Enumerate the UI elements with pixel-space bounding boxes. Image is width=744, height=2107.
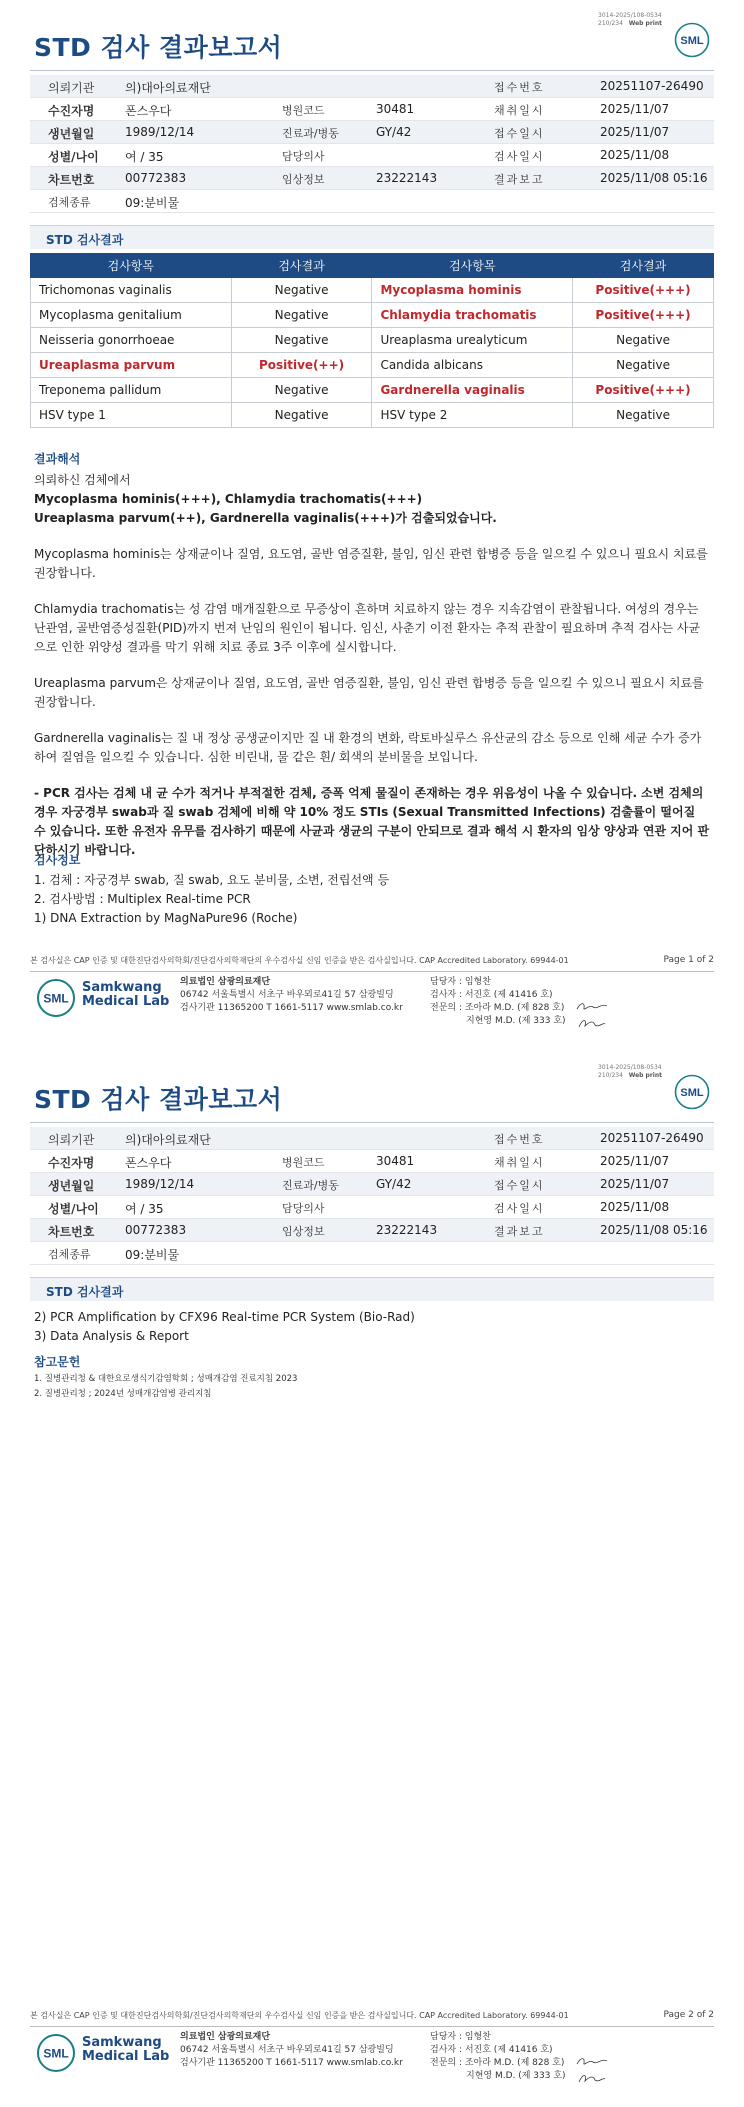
signature-icon (575, 2071, 609, 2085)
lab-footer (30, 972, 714, 1052)
signature-icon (575, 1016, 609, 1030)
table-row: Ureaplasma parvum Positive(++) Candida albicans Negative (31, 353, 714, 378)
sml-logo-icon (674, 22, 710, 58)
info-row: 의뢰기관 의)대아의료재단 접수번호 20251107-26490 (30, 1127, 714, 1150)
sml-logo-icon (36, 978, 76, 1018)
references-list (34, 1372, 297, 1402)
lab-staff: 담당자 : 임형찬 검사자 : 서진호 (제 41416 호) 전문의 : 조아라 M.D. (제 828 호) 지현영 M.D. (제 333 호) (430, 977, 566, 1026)
info-row: 차트번호 00772383 임상정보 23222143 결과보고 2025/11/08 05:16 (30, 167, 714, 190)
info-row: 생년월일 1989/12/14 진료과/병동 GY/42 접수일시 2025/11/07 (30, 1173, 714, 1196)
page-number: Page 2 of 2 (663, 2010, 714, 2020)
list-item: 2. 질병관리청 ; 2024년 성매개감염병 관리지침 (34, 1389, 212, 1399)
report-title: STD 검사 결과보고서 (34, 33, 283, 62)
logo-text: SML (680, 35, 704, 47)
patient-info-table (30, 75, 714, 213)
page-number: Page 1 of 2 (663, 955, 714, 965)
info-row: 성별/나이 여 / 35 담당의사 검사일시 2025/11/08 (30, 144, 714, 167)
lab-address: 의료법인 삼광의료재단 06742 서울특별시 서초구 바우뫼로41길 57 삼광빌딩 검사기관 11365200 T 1661-5117 www.smlab.co.kr (180, 2032, 403, 2068)
info-row: 의뢰기관 의)대아의료재단 접수번호 20251107-26490 (30, 75, 714, 98)
document-id: 3014-2025/108-0534 210/234 Web print (598, 1064, 662, 1079)
lab-footer (30, 2027, 714, 2107)
report-page-1 (0, 0, 744, 1050)
info-row: 수진자명 폰스우다 병원코드 30481 채취일시 2025/11/07 (30, 1150, 714, 1173)
lab-brand: Samkwang Medical Lab (82, 2035, 170, 2064)
table-row: Neisseria gonorrhoeae Negative Ureaplasma urealyticum Negative (31, 328, 714, 353)
references-heading: 참고문헌 (34, 1355, 81, 1369)
signature-icon (575, 2055, 609, 2069)
report-title: STD 검사 결과보고서 (34, 1085, 283, 1114)
results-header-row: 검사항목 검사결과 검사항목 검사결과 (31, 254, 714, 278)
table-row: Trichomonas vaginalis Negative Mycoplasma hominis Positive(+++) (31, 278, 714, 303)
test-method-continued: 2) PCR Amplification by CFX96 Real-time PCR System (Bio-Rad) 3) Data Analysis & Report (34, 1310, 415, 1343)
title-divider (30, 70, 714, 71)
info-row: 성별/나이 여 / 35 담당의사 검사일시 2025/11/08 (30, 1196, 714, 1219)
results-section-title: STD 검사결과 (46, 1285, 124, 1299)
signature-icon (575, 1000, 609, 1014)
test-info-text: 1. 검체 : 자궁경부 swab, 질 swab, 요도 분비물, 소변, 전립선액 등 2. 검사방법 : Multiplex Real-time PCR 1) DNA Extraction by MagNaPure96 (Roche) (34, 873, 390, 925)
info-row: 검체종류 09:분비물 (30, 190, 714, 213)
interpretation-heading: 결과해석 (34, 452, 81, 466)
results-section-band (30, 1277, 714, 1301)
patient-info-table (30, 1127, 714, 1265)
cap-accreditation-note: 본 검사실은 CAP 인증 및 대한진단검사의학회/진단검사의학재단의 우수검사실 신임 인증을 받은 검사실입니다. CAP Accredited Laboratory. 69944-01 Page 1 of 2 (30, 955, 714, 972)
logo-text: SML (43, 2046, 69, 2061)
lab-address: 의료법인 삼광의료재단 06742 서울특별시 서초구 바우뫼로41길 57 삼광빌딩 검사기관 11365200 T 1661-5117 www.smlab.co.kr (180, 977, 403, 1013)
results-section-band (30, 225, 714, 249)
test-info-heading: 검사정보 (34, 853, 81, 867)
results-section-title: STD 검사결과 (46, 233, 124, 247)
cap-accreditation-note: 본 검사실은 CAP 인증 및 대한진단검사의학회/진단검사의학재단의 우수검사실 신임 인증을 받은 검사실입니다. CAP Accredited Laboratory. 69944-01 Page 2 of 2 (30, 2010, 714, 2027)
title-divider (30, 1122, 714, 1123)
table-row: HSV type 1 Negative HSV type 2 Negative (31, 403, 714, 428)
lab-staff: 담당자 : 임형찬 검사자 : 서진호 (제 41416 호) 전문의 : 조아라 M.D. (제 828 호) 지현영 M.D. (제 333 호) (430, 2032, 566, 2081)
report-page-2 (0, 1052, 744, 2104)
table-row: Mycoplasma genitalium Negative Chlamydia trachomatis Positive(+++) (31, 303, 714, 328)
info-row: 차트번호 00772383 임상정보 23222143 결과보고 2025/11/08 05:16 (30, 1219, 714, 1242)
info-row: 생년월일 1989/12/14 진료과/병동 GY/42 접수일시 2025/11/07 (30, 121, 714, 144)
interpretation-text: 의뢰하신 검체에서 Mycoplasma hominis(+++), Chlamydia trachomatis(+++) Ureaplasma parvum(++), Gardnerella vaginalis(+++)가 검출되었습니다. Mycoplasma hominis는 상재균이나 질염, 요도염, 골반 염증질환, 불임, 임신 관련 합병증 등을 일으킬 수 있으니 필요시 치료를 권장합니다. Chlamydia trachomatis는 성 감염 매개질환으로 무증상이 흔하며 치료하지 않는 경우 지속감염이 관찰됩니다. 여성의 경우는 난관염, 골반염증성질환(PID)까지 번져 난임의 원인이 됩니다. 임신, 사춘기 이전 환자는 추적 관찰이 필요하며 추적 검사는 사균으로 인한 위양성 결과를 막기 위해 치료 종료 3주 이후에 실시합니다. Ureaplasma parvum은 상재균이나 질염, 요도염, 골반 염증질환, 불임, 임신 관련 합병증 등을 일으킬 수 있으니 필요시 치료를 권장합니다. Gardnerella vaginalis는 질 내 정상 공생균이지만 질 내 환경의 변화, 락토바실루스 유산균의 감소 등으로 인해 세균 수가 증가하여 질염을 일으킬 수 있습니다. 심한 비린내, 물 같은 흰/ 회색의 분비물을 보입니다. - PCR 검사는 검체 내 균 수가 적거나 부적절한 검체, 증폭 억제 물질이 존재하는 경우 위음성이 나올 수 있습니다. 소변 검체의 경우 자궁경부 swab과 질 swab 검체에 비해 약 10% 정도 STIs (Sexual Transmitted Infections) 검출률이 떨어질 수 있습니다. 또한 유전자 유무를 검사하기 때문에 사균과 생균의 구분이 안되므로 결과 해석 시 환자의 임상 양상과 연관 지어 판단하시기 바랍니다. (34, 473, 710, 857)
info-row: 검체종류 09:분비물 (30, 1242, 714, 1265)
results-table (30, 253, 714, 428)
sml-logo-icon (36, 2033, 76, 2073)
logo-text: SML (680, 1087, 704, 1099)
document-id: 3014-2025/108-0534 210/234 Web print (598, 12, 662, 27)
info-row: 수진자명 폰스우다 병원코드 30481 채취일시 2025/11/07 (30, 98, 714, 121)
lab-brand: Samkwang Medical Lab (82, 980, 170, 1009)
list-item: 1. 질병관리청 & 대한요로생식기감염학회 ; 성매개감염 진료지침 2023 (34, 1374, 298, 1384)
logo-text: SML (43, 991, 69, 1006)
sml-logo-icon (674, 1074, 710, 1110)
table-row: Treponema pallidum Negative Gardnerella vaginalis Positive(+++) (31, 378, 714, 403)
